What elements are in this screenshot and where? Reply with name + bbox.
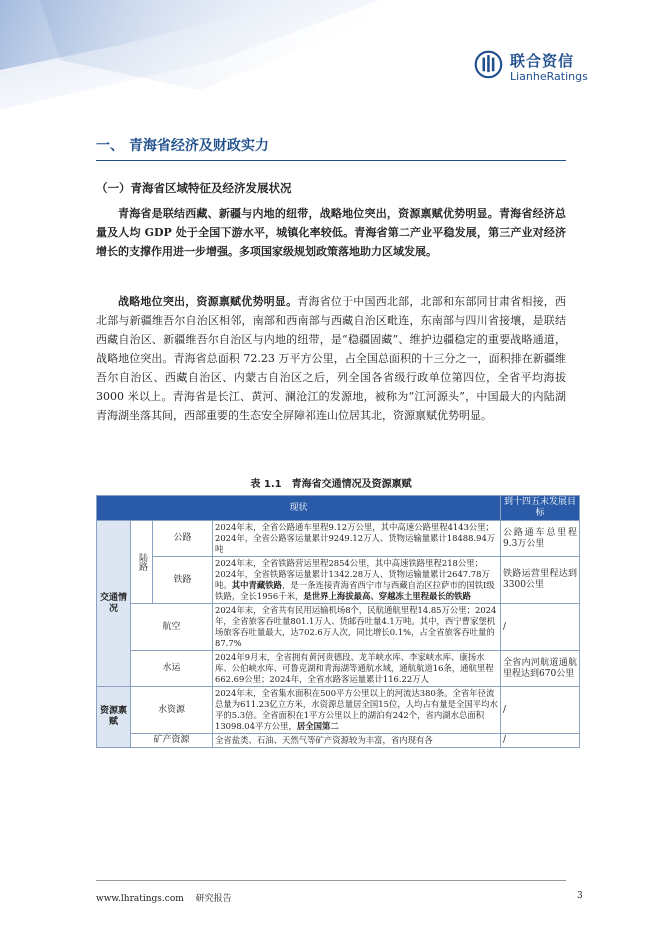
category-resources: 资源禀赋 <box>97 687 131 748</box>
air-status: 2024年末，全省共有民用运输机场8个，民航通航里程14.85万公里；2024年，全省旅客吞吐量801.1万人、货邮吞吐量4.1万吨。其中，西宁曹家堡机场旅客吞吐量最大，达702.6万人次，同比增长0.1%，占全省旅客吞吐量的87.7% <box>213 604 501 651</box>
transport-resources-table <box>96 495 580 748</box>
air-label: 航空 <box>131 604 213 651</box>
road-status: 2024年末，全省公路通车里程9.12万公里，其中高速公路里程4143公里；2024年，全省公路客运量累计9249.12万人、货物运输量累计18488.94万吨 <box>213 521 501 557</box>
rail-status-d: 是世界上海拔最高、穿越冻土里程最长的铁路 <box>303 591 471 601</box>
page-number: 3 <box>577 891 583 901</box>
table-row <box>97 557 580 604</box>
water-resources-label: 水资源 <box>131 687 213 734</box>
footer-site: www.lhratings.com 研究报告 <box>96 894 232 904</box>
water-label: 水运 <box>131 651 213 687</box>
rail-status-a: 2024年末，全省铁路营运里程2854公里，其中高速铁路里程218公里；2024年，全省铁路客运量累计1342.28万人、货物运输量累计2647.78万吨。 <box>215 558 490 590</box>
rail-label: 铁路 <box>153 557 213 604</box>
table-row <box>97 734 580 748</box>
table-caption: 表 1.1 青海省交通情况及资源禀赋 <box>250 479 412 490</box>
water-resources-goal: / <box>501 687 580 734</box>
minerals-label: 矿产资源 <box>131 734 213 748</box>
summary-text: 青海省是联结西藏、新疆与内地的纽带，战略地位突出，资源禀赋优势明显。青海省经济总量及人均 GDP 处于全国下游水平，城镇化率较低。青海省第二产业平稳发展，第三产业对经济增长的支撑作用进一步增强。多项国家级规划政策落地助力区域发展。 <box>96 207 566 258</box>
section-title: 一、 青海省经济及财政实力 <box>96 138 269 154</box>
paragraph-strategic <box>96 292 566 425</box>
table-row <box>97 521 580 557</box>
company-logo <box>474 50 508 84</box>
land-label: 陆路 <box>131 521 153 604</box>
wres-status-b: 居全国第二 <box>296 721 339 731</box>
logo-text-en: LianheRatings <box>510 70 588 83</box>
logo-text-cn: 联合资信 <box>510 52 575 70</box>
rail-status <box>213 557 501 604</box>
table-row <box>97 651 580 687</box>
paragraph-summary <box>96 204 566 261</box>
rail-status-c: ，是一条连接青海省西宁市与西藏自治区拉萨市的国铁Ⅰ级铁路，全长1956千米， <box>215 580 495 601</box>
table-header-row <box>97 496 580 521</box>
footer-divider <box>96 880 566 881</box>
rail-status-b: 其中青藏铁路 <box>231 580 282 590</box>
header-goal: 到十四五末发展目标 <box>501 496 580 521</box>
header-status: 现状 <box>97 496 501 521</box>
table-row <box>97 604 580 651</box>
minerals-goal: / <box>501 734 580 748</box>
water-goal: 全省内河航道通航里程达到670公里 <box>501 651 580 687</box>
section-divider <box>96 160 566 161</box>
minerals-status: 全省盐类、石油、天然气等矿产资源较为丰富，省内现有各 <box>213 734 501 748</box>
water-status: 2024年9月末，全省拥有黄河贵德段、龙羊峡水库、李家峡水库、康扬水库、公伯峡水库、可鲁克湖和青海湖等通航水域，通航航道16条，通航里程662.69公里；2024年，全省水路客运量累计116.22万人 <box>213 651 501 687</box>
category-transport: 交通情况 <box>97 521 131 687</box>
road-goal: 公路通车总里程9.3万公里 <box>501 521 580 557</box>
subsection-title: （一）青海省区域特征及经济发展状况 <box>96 181 292 195</box>
wres-status-a: 2024年末，全省集水面积在500平方公里以上的河流达380条。全省年径流总量为611.23亿立方米，水资源总量居全国15位，人均占有量是全国平均水平的5.3倍。全省面积在1平方公里以上的湖泊有242个，省内湖水总面积13098.04平方公里， <box>215 688 498 731</box>
strategic-body: 青海省位于中国西北部，北部和东部同甘肃省相接，西北部与新疆维吾尔自治区相邻，南部和西南部与西藏自治区毗连，东南部与四川省接壤，是联结西藏自治区、新疆维吾尔自治区与内地的纽带，是“稳疆固藏”、维护边疆稳定的重要战略通道，战略地位突出。青海省总面积 72.23 万平方公里，占全国总面积的十三分之一，面积排在新疆维吾尔自治区、西藏自治区、内蒙古自治区之后，列全国各省级行政单位第四位，全省平均海拔 3000 米以上。青海省是长江、黄河、澜沧江的发源地，被称为“江河源头”，中国最大的内陆湖青海湖坐落其间，西部重要的生态安全屏障祁连山位居其北，资源禀赋优势明显。 <box>96 295 566 422</box>
rail-goal: 铁路运营里程达到3300公里 <box>501 557 580 604</box>
water-resources-status <box>213 687 501 734</box>
air-goal: / <box>501 604 580 651</box>
road-label: 公路 <box>153 521 213 557</box>
strategic-lead: 战略地位突出，资源禀赋优势明显。 <box>118 295 298 308</box>
table-row <box>97 687 580 734</box>
